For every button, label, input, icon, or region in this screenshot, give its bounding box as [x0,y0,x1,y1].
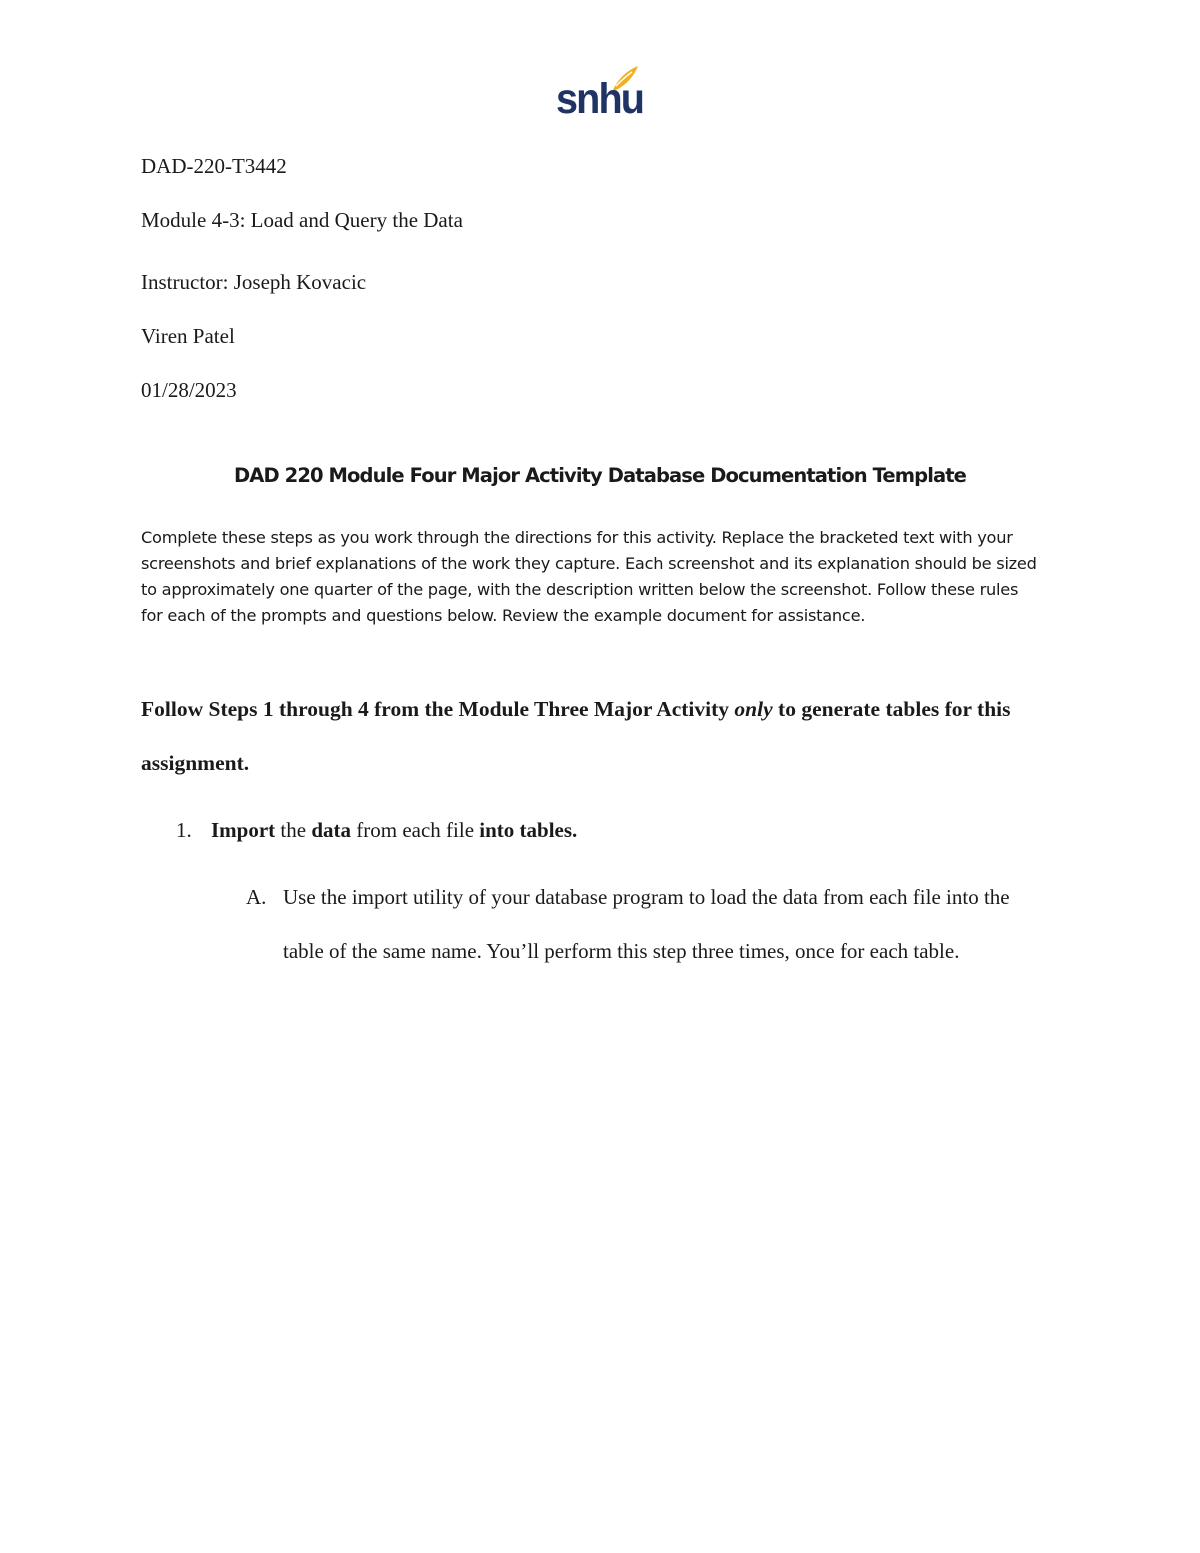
instructor-name: Instructor: Joseph Kovacic [141,270,367,294]
step-number: 1. [176,818,192,842]
step-1: 1. Import the data from each file into tables. [176,818,578,842]
logo-wordmark: snhu [556,75,644,123]
module-title: Module 4-3: Load and Query the Data [141,208,463,232]
step-1a [246,870,1036,978]
document-date: 01/28/2023 [141,378,237,402]
course-code: DAD-220-T3442 [141,154,287,178]
substep-letter: A. [246,885,267,909]
follow-steps-note: Follow Steps 1 through 4 from the Module Three Major Activity only to generate tables for this assignment. [141,697,1011,775]
template-title: DAD 220 Module Four Major Activity Database Documentation Template [234,464,966,487]
instructions-paragraph: Complete these steps as you work through the directions for this activity. Replace the bracketed text with your screenshots and brief explanations of the work they capture. Each screenshot and its explanation should be sized to approximately one quarter of the page, with the description written below the screenshot. Follow these rules for each of the prompts and questions below. Review the example document for assistance. [141,528,1037,626]
emphasis-only: only [734,697,773,721]
snhu-logo [556,64,644,126]
student-name: Viren Patel [141,324,235,348]
substep-text: Use the import utility of your database program to load the data from each file into the table of the same name. You’ll perform this step three times, once for each table. [283,885,1010,963]
